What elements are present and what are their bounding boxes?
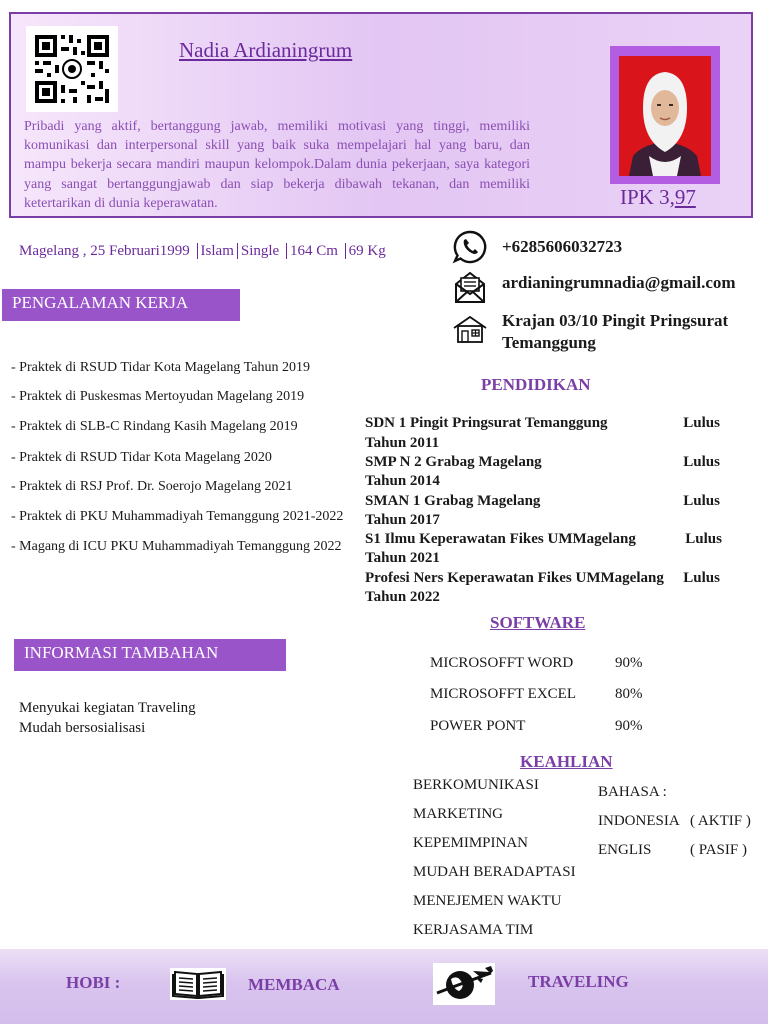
education-year: Tahun 2011 [365, 435, 440, 451]
book-icon [170, 968, 226, 1000]
experience-item: - Praktek di RSUD Tidar Kota Magelang Tahun 2019 [11, 360, 310, 375]
candidate-name: Nadia Ardianingrum [179, 38, 353, 62]
phone-number[interactable]: +6285606032723 [502, 237, 623, 256]
language-name: INDONESIA [598, 813, 680, 829]
software-level: 90% [615, 655, 643, 671]
experience-item: - Praktek di RSJ Prof. Dr. Soerojo Magelang 2021 [11, 479, 293, 494]
house-icon [452, 314, 488, 348]
graduation-status: Lulus [683, 570, 720, 586]
religion: Islam [200, 243, 234, 259]
experience-item: - Praktek di PKU Muhammadiyah Temanggung 2021-2022 [11, 509, 344, 524]
divider [237, 243, 238, 259]
ipk-score [620, 185, 696, 210]
education-heading: PENDIDIKAN [481, 375, 591, 394]
software-level: 80% [615, 686, 643, 702]
hobby-item-reading: MEMBACA [248, 975, 340, 994]
education-year: Tahun 2021 [365, 550, 440, 566]
skill-item: MENEJEMEN WAKTU [413, 893, 562, 909]
education-school [365, 570, 730, 587]
info-item: Menyukai kegiatan Traveling [19, 700, 196, 716]
language-level: ( PASIF ) [690, 842, 747, 858]
skill-item: BERKOMUNIKASI [413, 777, 539, 793]
education-year: Tahun 2017 [365, 512, 440, 528]
email-icon [452, 270, 488, 304]
ipk-label: IPK 3, [620, 185, 675, 209]
ipk-value: 97 [674, 185, 696, 209]
address-line-1: Krajan 03/10 Pingit Pringsurat [502, 311, 729, 330]
education-school [365, 493, 730, 510]
experience-item: - Magang di ICU PKU Muhammadiyah Temanggung 2022 [11, 539, 342, 554]
software-name: MICROSOFFT EXCEL [430, 686, 577, 702]
skill-item: MARKETING [413, 806, 503, 822]
education-school [365, 454, 730, 471]
experience-item: - Praktek di RSUD Tidar Kota Magelang 2020 [11, 450, 272, 465]
school-name: SMAN 1 Grabag Magelang [365, 493, 541, 509]
graduation-status: Lulus [683, 493, 720, 509]
profile-summary: Pribadi yang aktif, bertanggung jawab, memiliki motivasi yang tinggi, memiliki komunikasi dan interpersonal skill yang baik suka mempelajari hal yang baru, dan mampu bekerja secara mandiri maupun kelompok.Dalam dunia pekerjaan, saya kategori yang sangat bertanggungjawab dan siap bekerja dibawah tekanan, dan memiliki ketertarikan di dunia keperawatan. [24, 119, 530, 211]
qr-code-icon [26, 26, 118, 112]
language-name: ENGLIS [598, 842, 652, 858]
school-name: Profesi Ners Keperawatan Fikes UMMagelang [365, 570, 664, 586]
skill-item: KEPEMIMPINAN [413, 835, 529, 851]
software-name: MICROSOFFT WORD [430, 655, 574, 671]
software-heading: SOFTWARE [490, 613, 586, 632]
birth-info: Magelang , 25 Februari1999 [19, 243, 190, 259]
education-school [365, 531, 730, 548]
education-year: Tahun 2014 [365, 473, 440, 489]
skill-item: MUDAH BERADAPTASI [413, 864, 576, 880]
skill-item: KERJASAMA TIM [413, 922, 534, 938]
graduation-status: Lulus [683, 415, 720, 431]
divider [286, 243, 287, 259]
software-name: POWER PONT [430, 718, 526, 734]
school-name: SDN 1 Pingit Pringsurat Temanggung [365, 415, 608, 431]
divider [345, 243, 346, 259]
experience-item: - Praktek di SLB-C Rindang Kasih Magelang 2019 [11, 419, 298, 434]
experience-header: PENGALAMAN KERJA [2, 289, 240, 321]
height: 164 Cm [289, 243, 338, 259]
address [502, 310, 728, 354]
globe-airplane-icon [433, 963, 495, 1005]
additional-info-header: INFORMASI TAMBAHAN [14, 639, 286, 671]
profile-photo [619, 56, 711, 176]
experience-item: - Praktek di Puskesmas Mertoyudan Magelang 2019 [11, 389, 305, 404]
weight: 69 Kg [348, 243, 386, 259]
graduation-status: Lulus [683, 454, 720, 470]
school-name: S1 Ilmu Keperawatan Fikes UMMagelang [365, 531, 636, 547]
email-address[interactable]: ardianingrumnadia@gmail.com [502, 273, 736, 292]
whatsapp-icon [452, 230, 488, 264]
skills-heading: KEAHLIAN [520, 752, 613, 771]
school-name: SMP N 2 Grabag Magelang [365, 454, 542, 470]
divider [197, 243, 198, 259]
education-school [365, 415, 730, 432]
info-item: Mudah bersosialisasi [19, 720, 146, 736]
language-heading: BAHASA : [598, 784, 667, 800]
education-year: Tahun 2022 [365, 589, 440, 605]
address-line-2: Temanggung [502, 333, 596, 352]
personal-info [19, 243, 386, 260]
software-level: 90% [615, 718, 643, 734]
hobby-item-traveling: TRAVELING [528, 972, 629, 991]
hobby-label: HOBI : [66, 973, 121, 992]
language-level: ( AKTIF ) [690, 813, 751, 829]
marital-status: Single [240, 243, 280, 259]
graduation-status: Lulus [685, 531, 722, 547]
